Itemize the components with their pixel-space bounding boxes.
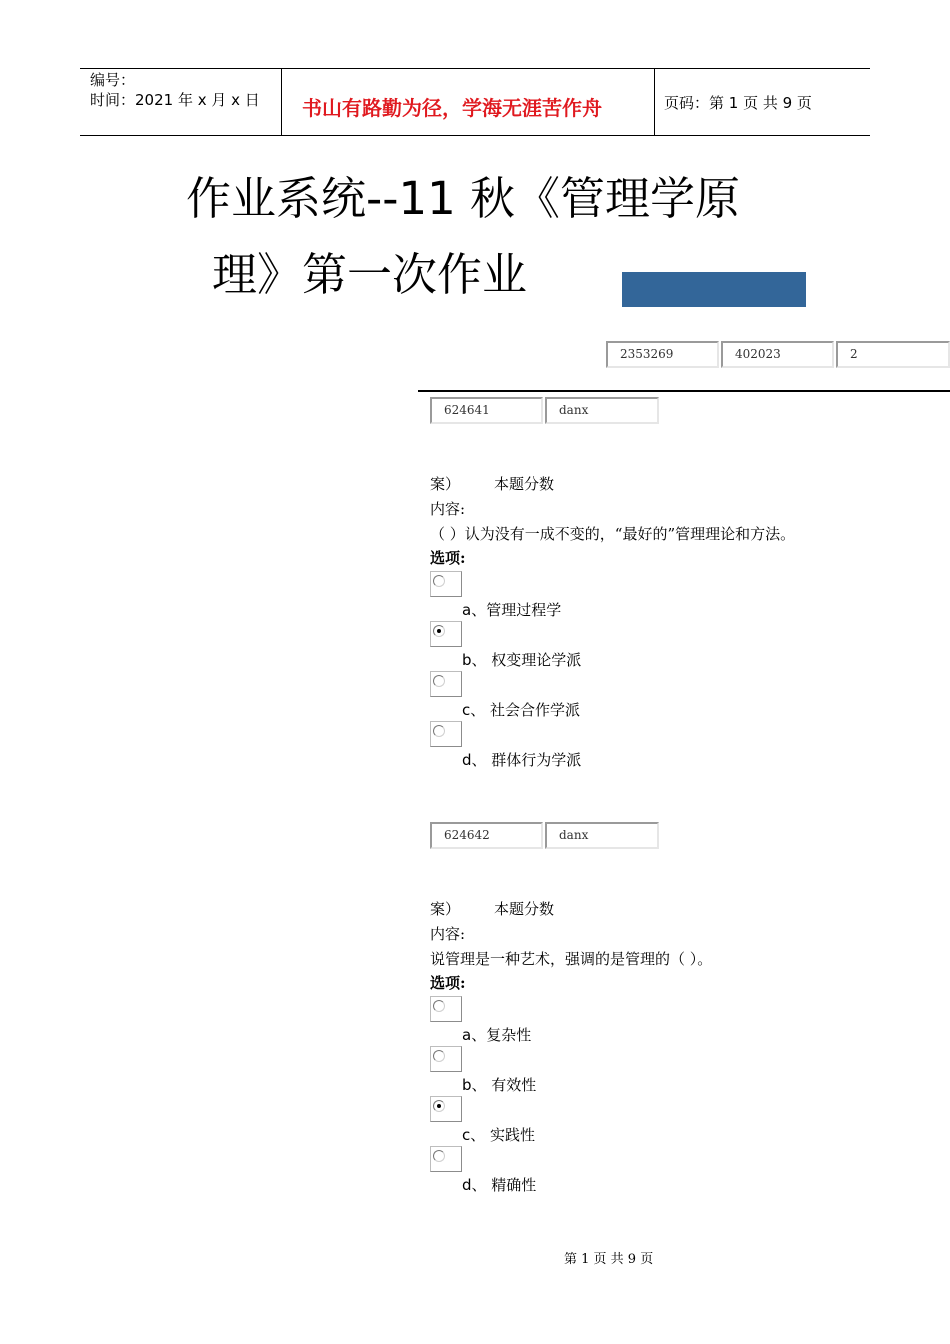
- option-text: 管理过程学: [486, 601, 562, 619]
- motto: 书山有路勤为径，学海无涯苦作舟: [302, 96, 602, 120]
- option-text: 社会合作学派: [485, 701, 581, 719]
- option-letter: a、: [462, 601, 487, 619]
- score-label: 本题分数: [494, 900, 555, 918]
- info-cell: 2: [836, 341, 950, 368]
- number-label: 编号：: [90, 71, 136, 89]
- option-letter: c、: [462, 701, 486, 719]
- option-c: [462, 700, 580, 720]
- question-content: 说管理是一种艺术，强调的是管理的（ ）。: [430, 950, 713, 968]
- radio-button[interactable]: [433, 725, 445, 737]
- page-title-line2: 理》第一次作业: [212, 248, 528, 301]
- option-a: [462, 600, 561, 620]
- option-c-radio-box[interactable]: [430, 671, 462, 697]
- content-label: 内容:: [430, 500, 466, 518]
- option-text: 权变理论学派: [486, 651, 582, 669]
- option-d: [462, 1175, 536, 1195]
- info-cell: 402023: [721, 341, 834, 368]
- page-footer: 第 1 页 共 9 页: [564, 1252, 654, 1267]
- option-letter: b、: [462, 651, 487, 669]
- option-text: 复杂性: [486, 1026, 532, 1044]
- option-b-radio-box[interactable]: [430, 1046, 462, 1072]
- radio-button[interactable]: [433, 575, 445, 587]
- option-letter: d、: [462, 751, 487, 769]
- blue-banner: [622, 272, 806, 307]
- header-bottom-rule: [80, 135, 870, 136]
- answer-label: 案）: [430, 475, 461, 493]
- option-text: 群体行为学派: [486, 751, 582, 769]
- option-a-radio-box[interactable]: [430, 996, 462, 1022]
- options-label: 选项:: [430, 974, 466, 992]
- option-b-radio-box[interactable]: [430, 621, 462, 647]
- option-a: [462, 1025, 531, 1045]
- radio-button[interactable]: [433, 675, 445, 687]
- page-title-line1: 作业系统--11 秋《管理学原: [186, 172, 741, 225]
- radio-button[interactable]: [433, 1150, 445, 1162]
- answer-label: 案）: [430, 900, 461, 918]
- content-label: 内容:: [430, 925, 466, 943]
- option-c-radio-box[interactable]: [430, 1096, 462, 1122]
- question-id-cell: 624642: [430, 822, 543, 849]
- question-id-cell: 624641: [430, 397, 543, 424]
- option-b: [462, 650, 581, 670]
- option-b: [462, 1075, 536, 1095]
- option-c: [462, 1125, 535, 1145]
- score-label: 本题分数: [494, 475, 555, 493]
- radio-button[interactable]: [433, 1000, 445, 1012]
- option-text: 精确性: [486, 1176, 537, 1194]
- option-d-radio-box[interactable]: [430, 721, 462, 747]
- option-letter: a、: [462, 1026, 487, 1044]
- option-a-radio-box[interactable]: [430, 571, 462, 597]
- question-type-cell: danx: [545, 397, 659, 424]
- options-label: 选项:: [430, 549, 466, 567]
- option-letter: b、: [462, 1076, 487, 1094]
- page-info: 页码：第 1 页 共 9 页: [664, 94, 812, 112]
- option-text: 实践性: [485, 1126, 536, 1144]
- option-d-radio-box[interactable]: [430, 1146, 462, 1172]
- radio-button[interactable]: [433, 1050, 445, 1062]
- header-divider: [281, 68, 282, 136]
- radio-button-selected[interactable]: [433, 625, 445, 637]
- question-type-cell: danx: [545, 822, 659, 849]
- option-letter: d、: [462, 1176, 487, 1194]
- header-top-rule: [80, 68, 870, 69]
- header-divider: [654, 68, 655, 136]
- question-content: （ ）认为没有一成不变的，“最好的”管理理论和方法。: [430, 525, 796, 543]
- date-label: 时间：2021 年 x 月 x 日: [90, 91, 260, 109]
- section-rule: [418, 390, 950, 392]
- option-d: [462, 750, 581, 770]
- radio-button-selected[interactable]: [433, 1100, 445, 1112]
- info-cell: 2353269: [606, 341, 719, 368]
- option-text: 有效性: [486, 1076, 537, 1094]
- option-letter: c、: [462, 1126, 486, 1144]
